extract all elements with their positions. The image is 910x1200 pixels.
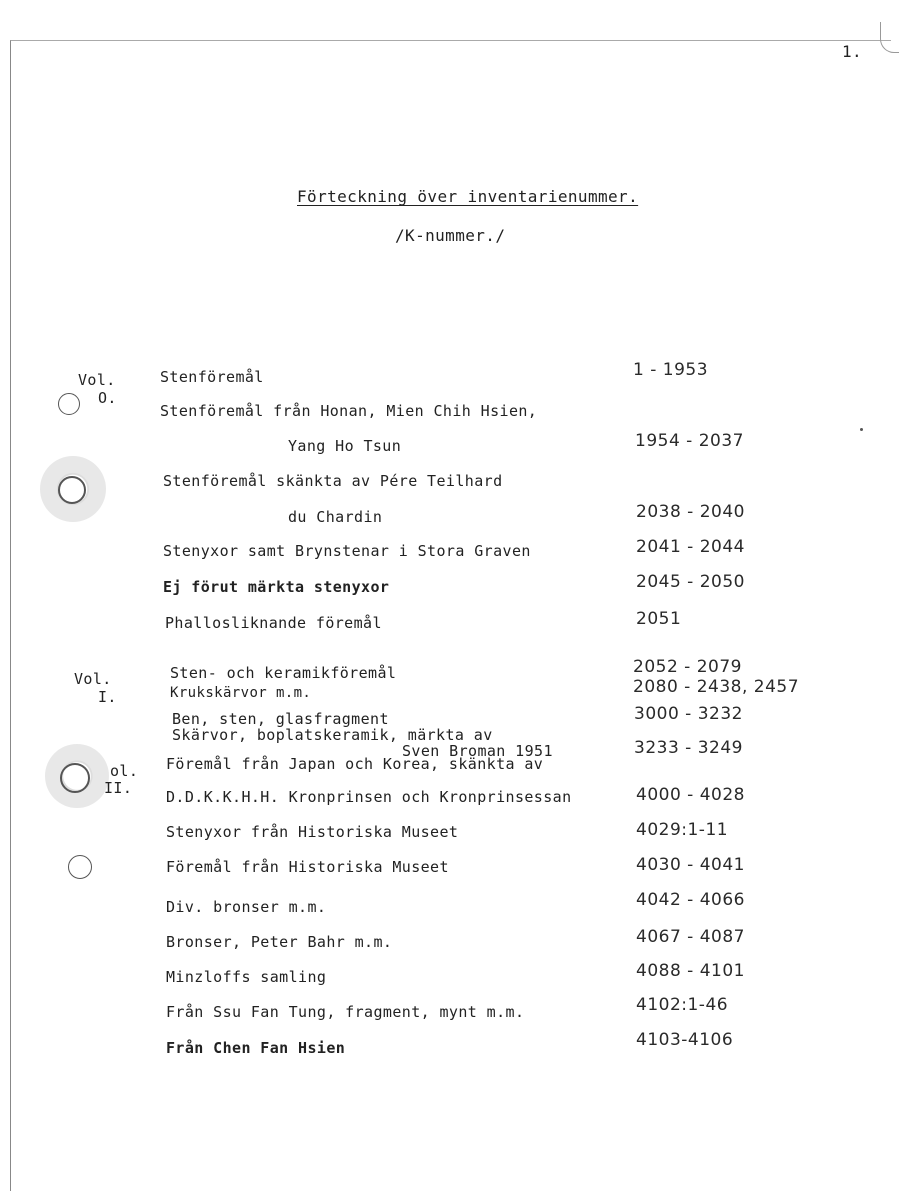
entry-range: 2038 - 2040 (636, 502, 745, 522)
entry-text: Skärvor, boplatskeramik, märkta av (172, 726, 493, 744)
entry-text: du Chardin (288, 508, 383, 526)
entry-text: Föremål från Japan och Korea, skänkta av (166, 755, 544, 773)
entry-range: 3000 - 3232 (634, 704, 743, 724)
entry-range: 4029:1-11 (636, 820, 729, 840)
volume-label-0: Vol. (78, 371, 116, 389)
page-corner-fold (880, 22, 899, 53)
volume-number-0: O. (98, 389, 117, 407)
entry-text: Stenföremål (160, 368, 264, 386)
entry-text: Från Ssu Fan Tung, fragment, mynt m.m. (166, 1003, 525, 1021)
entry-range: 1954 - 2037 (635, 431, 744, 451)
entry-text: Stenyxor samt Brynstenar i Stora Graven (163, 542, 531, 560)
entry-text: Sven Broman 1951 (402, 742, 553, 760)
entry-range: 4042 - 4066 (636, 890, 745, 910)
entry-text: Bronser, Peter Bahr m.m. (166, 933, 393, 951)
page-title: Förteckning över inventarienummer. (297, 187, 639, 206)
punch-hole (60, 763, 90, 793)
entry-range: 1 - 1953 (633, 360, 709, 380)
entry-range: 4103-4106 (636, 1030, 734, 1050)
page-number: 1. (842, 42, 863, 61)
entry-text: D.D.K.K.H.H. Kronprinsen och Kronprinsessan (166, 788, 572, 806)
entry-text: Stenföremål skänkta av Pére Teilhard (163, 472, 503, 490)
volume-label-1: Vol. (74, 670, 112, 688)
punch-hole (58, 393, 80, 415)
entry-range: 4030 - 4041 (636, 855, 745, 875)
entry-range: 2052 - 2079 (633, 657, 742, 677)
entry-text: Minzloffs samling (166, 968, 327, 986)
page-subtitle: /K-nummer./ (395, 226, 506, 245)
entry-range: 2041 - 2044 (636, 537, 745, 557)
entry-range: 4088 - 4101 (636, 961, 745, 981)
entry-range: 4000 - 4028 (636, 785, 745, 805)
volume-label-2: ol. (110, 762, 139, 780)
entry-range: 2045 - 2050 (636, 572, 745, 592)
entry-text: Från Chen Fan Hsien (166, 1039, 346, 1057)
entry-text: Stenföremål från Honan, Mien Chih Hsien, (160, 402, 538, 420)
entry-text: Ej förut märkta stenyxor (163, 578, 390, 596)
entry-text: Yang Ho Tsun (288, 437, 402, 455)
punch-hole (58, 476, 86, 504)
entry-text: Phallosliknande föremål (165, 614, 382, 632)
volume-number-2: II. (104, 779, 133, 797)
entry-text: Stenyxor från Historiska Museet (166, 823, 459, 841)
punch-hole (68, 855, 92, 879)
entry-text: Föremål från Historiska Museet (166, 858, 449, 876)
volume-number-1: I. (98, 688, 117, 706)
entry-text: Krukskärvor m.m. (170, 685, 312, 701)
entry-range: 3233 - 3249 (634, 738, 743, 758)
entry-text: Ben, sten, glasfragment (172, 710, 389, 728)
entry-range: 4067 - 4087 (636, 927, 745, 947)
entry-range: 4102:1-46 (636, 995, 729, 1015)
entry-text: Sten- och keramikföremål (170, 664, 397, 682)
ink-speck (860, 428, 863, 431)
entry-range: 2080 - 2438, 2457 (633, 677, 800, 697)
entry-text: Div. bronser m.m. (166, 898, 327, 916)
entry-range: 2051 (636, 609, 682, 629)
